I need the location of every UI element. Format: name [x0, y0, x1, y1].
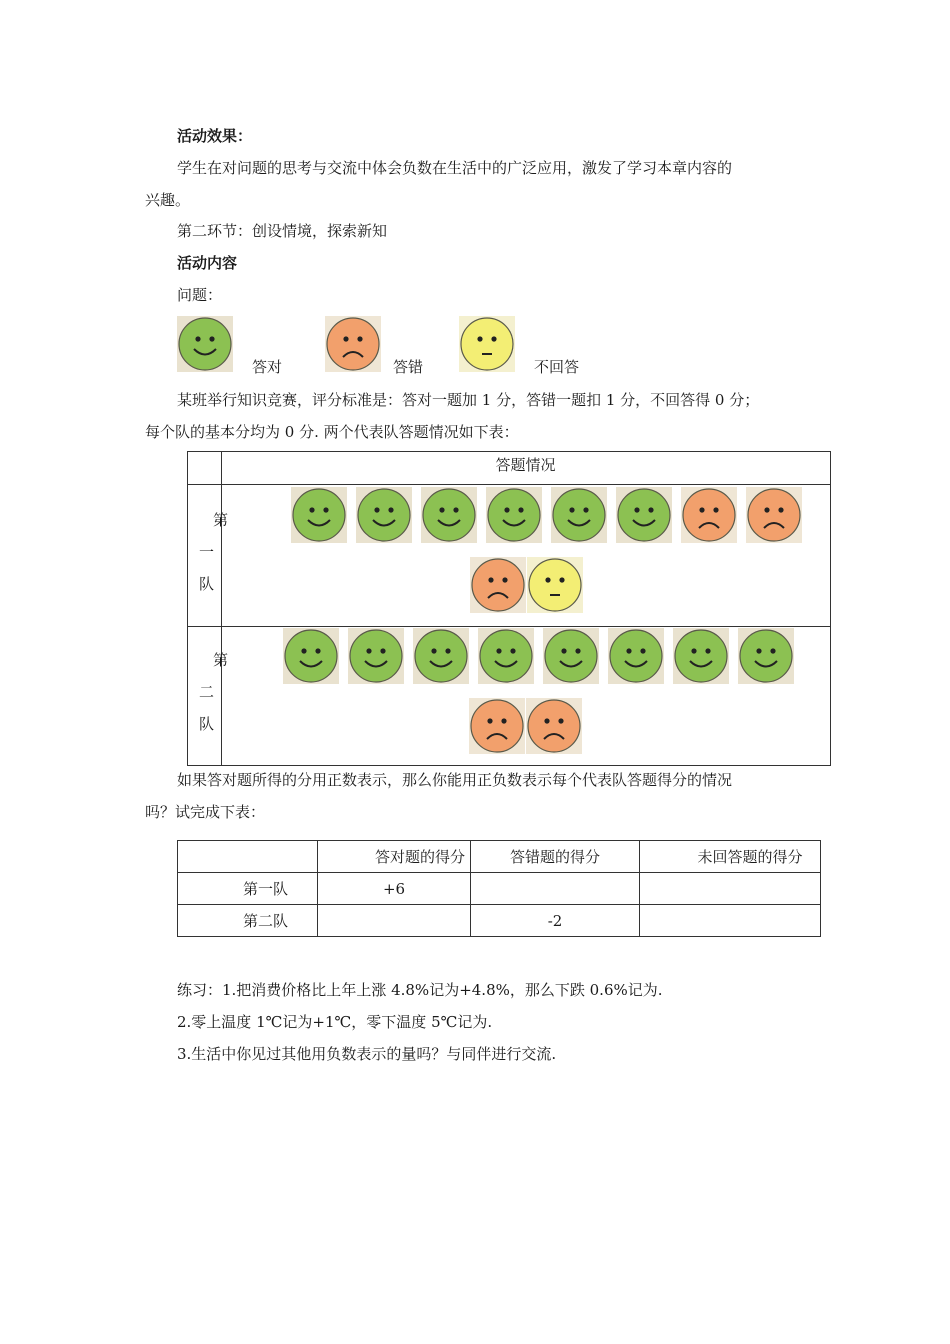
smile-face-icon [543, 628, 599, 684]
table-row [178, 905, 821, 937]
smile-face-icon [486, 487, 542, 543]
legend-label-correct: 答对 [252, 358, 283, 376]
team1-faces-row-1 [291, 487, 811, 543]
team2-label-char-3: 队 [199, 715, 215, 733]
smile-face-icon [356, 487, 412, 543]
answer-situation-table [187, 451, 831, 766]
task-line-1: 如果答对题所得的分用正数表示，那么你能用正负数表示每个代表队答题得分的情况 [177, 771, 733, 789]
score-table-header-row [178, 841, 821, 873]
practice-line-2: 2.零上温度 1℃记为+1℃，零下温度 5℃记为. [177, 1013, 493, 1031]
score-team2-wrong: -2 [471, 905, 640, 937]
smile-face-icon [673, 628, 729, 684]
score-team2-unanswered[interactable] [640, 905, 821, 937]
score-team1-unanswered[interactable] [640, 873, 821, 905]
effect-paragraph-line-2: 兴趣。 [145, 191, 191, 209]
legend-label-wrong: 答错 [393, 358, 424, 376]
legend-label-no-answer: 不回答 [534, 358, 580, 376]
score-team1-wrong[interactable] [471, 873, 640, 905]
situation-header: 答题情况 [495, 456, 556, 474]
team2-faces-row-2 [469, 698, 583, 754]
content-title: 活动内容 [177, 254, 238, 272]
smile-face-icon [177, 316, 233, 372]
smile-face-icon [551, 487, 607, 543]
score-header-wrong: 答错题的得分 [471, 841, 640, 873]
frown-face-icon [470, 557, 526, 613]
team1-faces-row-2 [470, 557, 584, 613]
score-table [177, 840, 821, 937]
neutral-face-icon [459, 316, 515, 372]
legend-item-no-answer [459, 316, 515, 372]
step-two-heading: 第二环节：创设情境，探索新知 [177, 222, 388, 240]
team2-label-char-1: 第 [213, 651, 229, 669]
task-line-2: 吗？试完成下表： [145, 803, 266, 821]
smile-face-icon [283, 628, 339, 684]
smile-face-icon [616, 487, 672, 543]
score-header-unanswered: 未回答题的得分 [640, 841, 821, 873]
score-header-empty [178, 841, 318, 873]
score-team2-name: 第二队 [178, 905, 318, 937]
table-row [178, 873, 821, 905]
team1-label-char-3: 队 [199, 575, 215, 593]
smile-face-icon [608, 628, 664, 684]
face-legend [177, 316, 677, 376]
effect-paragraph-line-1: 学生在对问题的思考与交流中体会负数在生活中的广泛应用，激发了学习本章内容的 [177, 159, 733, 177]
frown-face-icon [681, 487, 737, 543]
team1-label-char-2: 一 [199, 543, 215, 561]
smile-face-icon [348, 628, 404, 684]
practice-line-3: 3.生活中你见过其他用负数表示的量吗？与同伴进行交流. [177, 1045, 557, 1063]
smile-face-icon [291, 487, 347, 543]
smile-face-icon [413, 628, 469, 684]
effect-title: 活动效果： [177, 127, 253, 145]
score-team2-correct[interactable] [318, 905, 471, 937]
legend-item-wrong [325, 316, 381, 372]
frown-face-icon [325, 316, 381, 372]
score-team1-name: 第一队 [178, 873, 318, 905]
team2-faces-row-1 [283, 628, 803, 684]
frown-face-icon [526, 698, 582, 754]
team2-label-char-2: 二 [199, 683, 215, 701]
question-label: 问题： [177, 286, 223, 304]
legend-item-correct [177, 316, 233, 372]
practice-line-1: 练习：1.把消费价格比上年上涨 4.8%记为+4.8%，那么下跌 0.6%记为. [177, 981, 663, 999]
smile-face-icon [478, 628, 534, 684]
score-header-correct: 答对题的得分 [318, 841, 471, 873]
rules-line-2: 每个队的基本分均为 0 分. 两个代表队答题情况如下表： [145, 423, 519, 441]
frown-face-icon [469, 698, 525, 754]
score-team1-correct: +6 [318, 873, 471, 905]
neutral-face-icon [527, 557, 583, 613]
smile-face-icon [421, 487, 477, 543]
smile-face-icon [738, 628, 794, 684]
team1-label-char-1: 第 [213, 511, 229, 529]
frown-face-icon [746, 487, 802, 543]
rules-line-1: 某班举行知识竞赛，评分标准是：答对一题加 1 分，答错一题扣 1 分，不回答得 0 分； [177, 391, 760, 409]
